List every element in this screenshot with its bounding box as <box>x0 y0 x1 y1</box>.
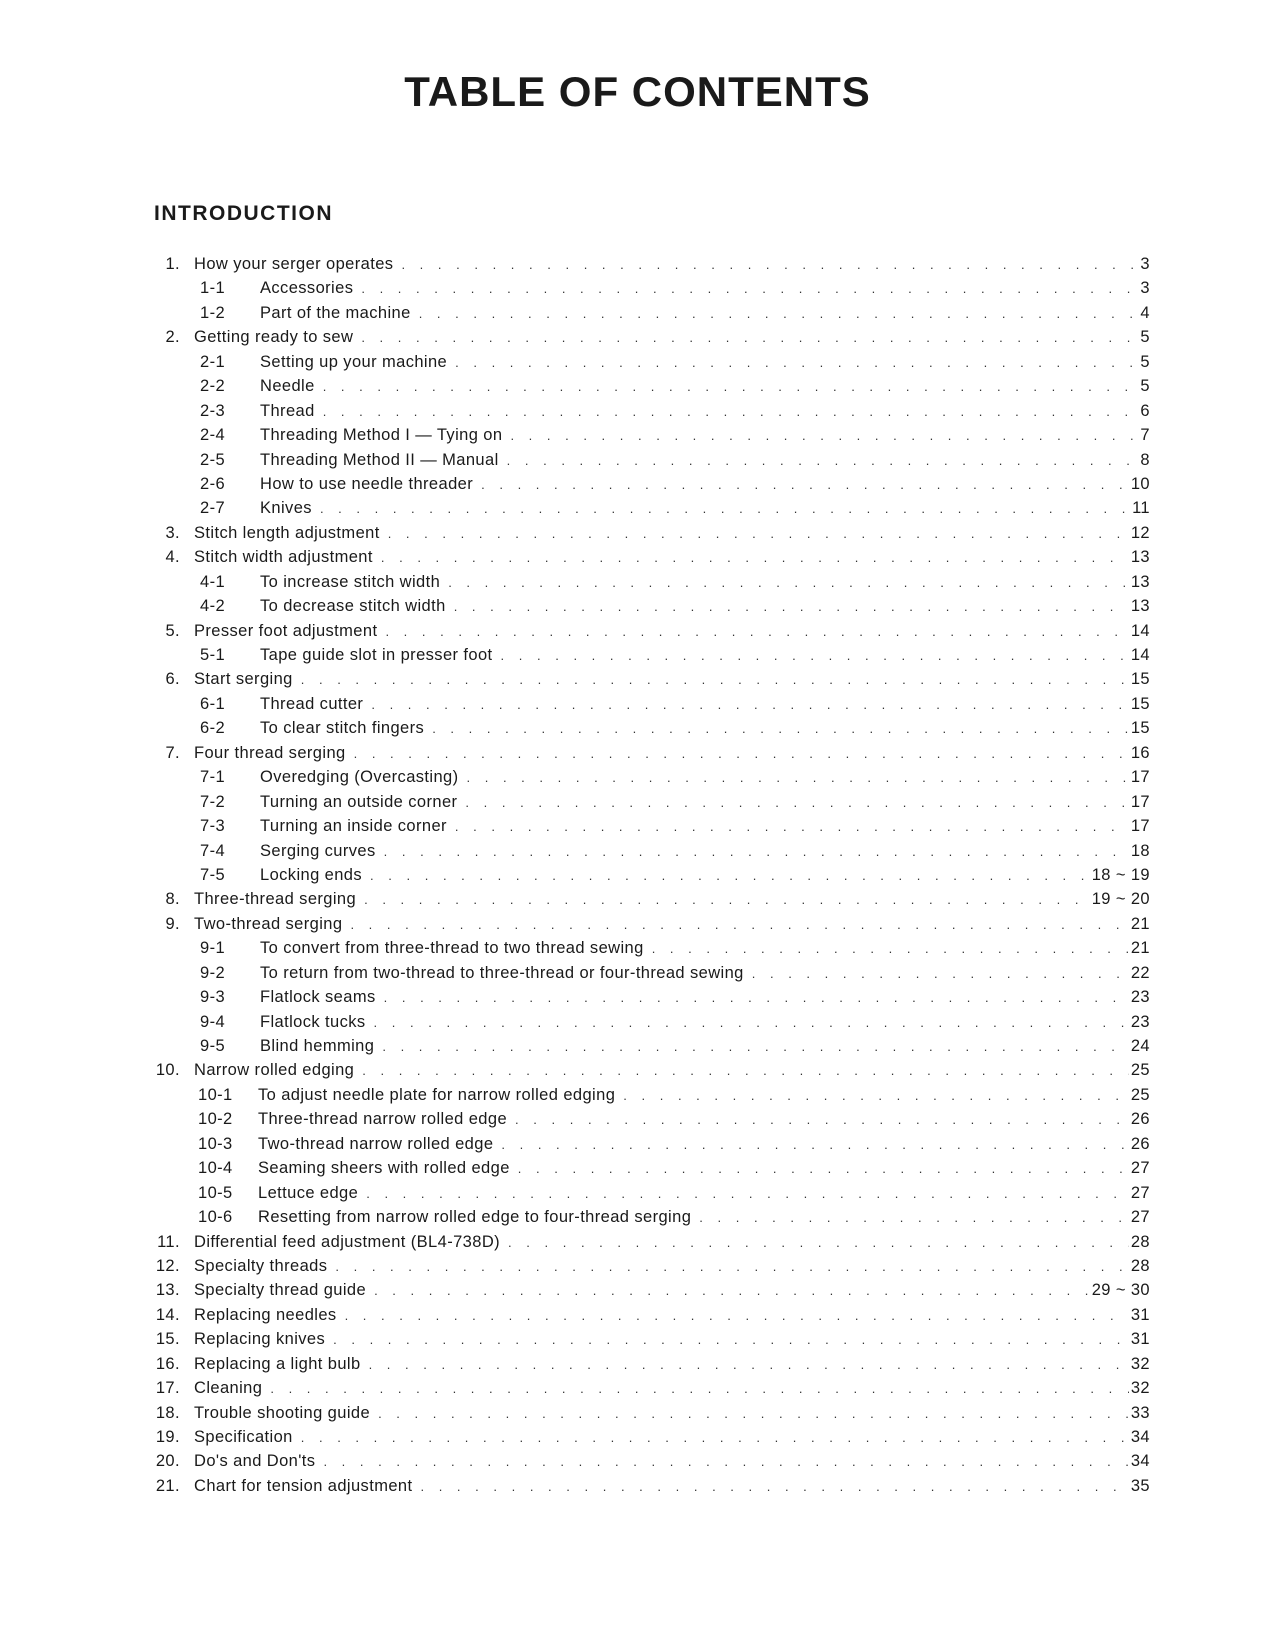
toc-entry-page: 31 <box>1130 1330 1150 1349</box>
toc-entry-page: 13 <box>1130 548 1150 567</box>
toc-entry-number: 9-2 <box>200 963 226 982</box>
dot-leader <box>481 473 1129 497</box>
toc-entry-title: To adjust needle plate for narrow rolled edging <box>258 1085 616 1104</box>
toc-entry-title: Threading Method II — Manual <box>260 450 499 469</box>
toc-entry-page: 6 <box>1140 401 1150 420</box>
toc-chapter-entry[interactable] <box>150 1449 1150 1473</box>
toc-entry-number: 11. <box>157 1232 180 1251</box>
toc-subsection-entry[interactable] <box>150 350 1150 374</box>
toc-entry-title: Blind hemming <box>260 1037 375 1055</box>
toc-entry-number: 9. <box>165 914 180 933</box>
toc-entry-number: 4. <box>165 548 180 567</box>
dot-leader <box>350 913 1128 937</box>
toc-entry-page: 27 <box>1130 1183 1150 1202</box>
dot-leader <box>385 620 1128 644</box>
toc-entry-page: 17 <box>1130 817 1150 836</box>
toc-subsection-entry[interactable] <box>150 570 1150 594</box>
dot-leader <box>378 1402 1129 1426</box>
toc-entry-page: 32 <box>1130 1354 1150 1373</box>
dot-leader <box>384 840 1129 864</box>
toc-entry-number: 9-3 <box>200 988 226 1007</box>
toc-entry-number: 7-5 <box>200 865 226 884</box>
toc-entry-page: 21 <box>1130 914 1150 933</box>
toc-entry-title: Tape guide slot in presser foot <box>260 646 493 664</box>
dot-leader <box>374 1011 1129 1035</box>
dot-leader <box>455 815 1129 839</box>
toc-chapter-entry[interactable] <box>150 252 1150 276</box>
toc-entry-page: 27 <box>1130 1159 1150 1178</box>
toc-entry-title: Narrow rolled edging <box>194 1061 355 1080</box>
toc-entry-title: Start serging <box>194 670 293 689</box>
toc-chapter-entry[interactable] <box>150 1401 1150 1425</box>
dot-leader <box>448 571 1129 595</box>
toc-entry-number: 10-6 <box>198 1208 233 1227</box>
dot-leader <box>369 1353 1129 1377</box>
toc-entry-title: Flatlock seams <box>260 988 376 1007</box>
toc-subsection-entry[interactable] <box>150 448 1150 472</box>
toc-subsection-entry[interactable] <box>150 1107 1150 1131</box>
toc-chapter-entry[interactable] <box>150 741 1150 765</box>
toc-entry-page: 17 <box>1130 792 1150 811</box>
toc-entry-title: Chart for tension adjustment <box>194 1476 413 1495</box>
toc-entry-page: 10 <box>1130 474 1150 493</box>
toc-entry-title: Specification <box>194 1428 293 1446</box>
toc-entry-title: Threading Method I — Tying on <box>260 426 503 445</box>
toc-entry-page: 12 <box>1130 523 1150 542</box>
toc-subsection-entry[interactable] <box>150 1083 1150 1107</box>
toc-entry-number: 9-4 <box>200 1012 226 1031</box>
toc-subsection-entry[interactable] <box>150 1010 1150 1034</box>
toc-entry-number: 14. <box>155 1305 180 1324</box>
toc-entry-page: 14 <box>1130 646 1150 664</box>
toc-entry-title: Accessories <box>260 279 354 298</box>
toc-entry-title: To return from two-thread to three-thread or four-thread sewing <box>260 963 744 982</box>
dot-leader <box>382 1035 1129 1059</box>
toc-entry-number: 8. <box>165 890 180 909</box>
dot-leader <box>354 742 1129 766</box>
toc-list <box>150 252 1150 1498</box>
dot-leader <box>320 497 1130 521</box>
toc-subsection-entry[interactable] <box>150 1156 1150 1180</box>
dot-leader <box>467 766 1129 790</box>
toc-entry-number: 20. <box>155 1452 180 1471</box>
toc-entry-number: 7. <box>165 743 180 762</box>
toc-entry-page: 16 <box>1130 743 1150 762</box>
toc-entry-number: 10-3 <box>198 1134 233 1153</box>
dot-leader <box>374 1279 1090 1303</box>
toc-entry-number: 1-2 <box>200 303 226 322</box>
toc-entry-page: 26 <box>1130 1110 1150 1129</box>
toc-subsection-entry[interactable] <box>150 863 1150 887</box>
dot-leader <box>465 791 1128 815</box>
toc-entry-page: 19 ~ 20 <box>1091 890 1150 909</box>
toc-entry-number: 5. <box>165 621 180 640</box>
toc-entry-number: 10-2 <box>198 1110 233 1129</box>
toc-subsection-entry[interactable] <box>150 374 1150 398</box>
toc-entry-page: 35 <box>1130 1476 1150 1495</box>
dot-leader <box>361 277 1138 301</box>
page-title: TABLE OF CONTENTS <box>404 68 871 115</box>
toc-subsection-entry[interactable] <box>150 594 1150 618</box>
dot-leader <box>362 1059 1129 1083</box>
toc-entry-page: 17 <box>1130 768 1150 787</box>
toc-entry-page: 15 <box>1130 670 1150 689</box>
toc-entry-page: 13 <box>1130 597 1150 616</box>
toc-entry-number: 15. <box>155 1330 180 1349</box>
toc-entry-number: 2-7 <box>200 499 226 518</box>
dot-leader <box>623 1084 1129 1108</box>
toc-entry-title: Locking ends <box>260 865 363 884</box>
toc-entry-title: Replacing a light bulb <box>194 1354 361 1373</box>
toc-entry-title: To decrease stitch width <box>260 597 446 616</box>
toc-entry-page: 8 <box>1140 450 1150 469</box>
toc-entry-number: 10. <box>155 1061 180 1080</box>
toc-entry-page: 29 ~ 30 <box>1091 1281 1150 1300</box>
toc-entry-page: 34 <box>1130 1452 1150 1471</box>
toc-entry-title: Three-thread narrow rolled edge <box>258 1110 508 1129</box>
dot-leader <box>381 546 1129 570</box>
toc-entry-number: 3. <box>165 523 180 542</box>
toc-entry-number: 7-3 <box>200 817 226 836</box>
toc-entry-title: Cleaning <box>194 1379 263 1398</box>
toc-entry-page: 11 <box>1132 499 1150 518</box>
toc-entry-page: 18 ~ 19 <box>1091 865 1150 884</box>
toc-subsection-entry[interactable] <box>150 496 1150 520</box>
toc-subsection-entry[interactable] <box>150 301 1150 325</box>
toc-entry-title: Replacing needles <box>194 1305 337 1324</box>
toc-subsection-entry[interactable] <box>150 276 1150 300</box>
toc-entry-number: 1-1 <box>200 279 226 298</box>
toc-entry-number: 17. <box>155 1379 180 1398</box>
toc-entry-title: How your serger operates <box>194 255 394 273</box>
toc-entry-page: 28 <box>1130 1232 1150 1251</box>
toc-subsection-entry[interactable] <box>150 765 1150 789</box>
toc-entry-page: 13 <box>1130 572 1150 591</box>
toc-entry-title: Setting up your machine <box>260 352 448 371</box>
toc-entry-page: 4 <box>1140 303 1150 322</box>
toc-chapter-entry[interactable] <box>150 887 1150 911</box>
toc-entry-number: 10-1 <box>198 1085 233 1104</box>
toc-entry-page: 5 <box>1140 328 1150 347</box>
toc-entry-title: Flatlock tucks <box>260 1012 366 1031</box>
toc-subsection-entry[interactable] <box>150 423 1150 447</box>
dot-leader <box>301 1426 1129 1450</box>
dot-leader <box>323 1450 1128 1474</box>
toc-subsection-entry[interactable] <box>150 692 1150 716</box>
toc-entry-page: 24 <box>1130 1037 1150 1055</box>
toc-entry-number: 2. <box>165 328 180 347</box>
toc-entry-number: 4-2 <box>200 597 226 616</box>
toc-entry-number: 16. <box>155 1354 180 1373</box>
toc-entry-title: Specialty threads <box>194 1256 328 1275</box>
dot-leader <box>371 693 1129 717</box>
toc-entry-page: 3 <box>1140 279 1150 298</box>
toc-subsection-entry[interactable] <box>150 936 1150 960</box>
toc-chapter-entry[interactable] <box>150 1230 1150 1254</box>
toc-entry-number: 2-2 <box>200 377 226 396</box>
toc-chapter-entry[interactable] <box>150 1352 1150 1376</box>
toc-entry-number: 2-6 <box>200 474 226 493</box>
toc-entry-number: 2-4 <box>200 426 226 445</box>
toc-subsection-entry[interactable] <box>150 472 1150 496</box>
toc-entry-page: 26 <box>1130 1134 1150 1153</box>
toc-entry-number: 2-3 <box>200 401 226 420</box>
toc-subsection-entry[interactable] <box>150 399 1150 423</box>
toc-entry-title: Overedging (Overcasting) <box>260 768 459 787</box>
dot-leader <box>345 1304 1129 1328</box>
toc-entry-page: 7 <box>1140 426 1150 445</box>
toc-subsection-entry[interactable] <box>150 961 1150 985</box>
toc-entry-title: Resetting from narrow rolled edge to four-thread serging <box>258 1208 692 1227</box>
toc-entry-number: 12. <box>155 1256 180 1275</box>
toc-entry-number: 2-5 <box>200 450 226 469</box>
dot-leader <box>508 1231 1129 1255</box>
dot-leader <box>270 1377 1129 1401</box>
toc-entry-title: Do's and Don'ts <box>194 1452 316 1471</box>
dot-leader <box>515 1108 1129 1132</box>
toc-chapter-entry[interactable] <box>150 1058 1150 1082</box>
toc-chapter-entry[interactable] <box>150 325 1150 349</box>
dot-leader <box>333 1328 1129 1352</box>
toc-entry-number: 6. <box>165 670 180 689</box>
toc-entry-title: Turning an outside corner <box>260 792 458 811</box>
dot-leader <box>501 644 1129 668</box>
dot-leader <box>388 522 1129 546</box>
dot-leader <box>699 1206 1129 1230</box>
toc-entry-page: 23 <box>1130 1012 1150 1031</box>
toc-entry-number: 9-5 <box>200 1037 226 1055</box>
toc-subsection-entry[interactable] <box>150 839 1150 863</box>
toc-entry-number: 1. <box>165 255 180 273</box>
dot-leader <box>301 668 1129 692</box>
toc-subsection-entry[interactable] <box>150 814 1150 838</box>
toc-entry-number: 6-1 <box>200 694 226 713</box>
dot-leader <box>364 888 1090 912</box>
toc-chapter-entry[interactable] <box>150 1254 1150 1278</box>
toc-entry-page: 3 <box>1140 255 1150 273</box>
toc-entry-number: 10-5 <box>198 1183 233 1202</box>
toc-entry-title: Stitch width adjustment <box>194 548 373 567</box>
toc-entry-page: 25 <box>1130 1061 1150 1080</box>
toc-entry-number: 5-1 <box>200 646 226 664</box>
toc-entry-number: 10-4 <box>198 1159 233 1178</box>
dot-leader <box>323 400 1139 424</box>
toc-entry-title: Getting ready to sew <box>194 328 354 347</box>
toc-entry-number: 6-2 <box>200 719 226 738</box>
toc-subsection-entry[interactable] <box>150 985 1150 1009</box>
toc-entry-page: 25 <box>1130 1085 1150 1104</box>
toc-entry-title: How to use needle threader <box>260 474 474 493</box>
toc-entry-title: Thread cutter <box>260 694 364 713</box>
toc-entry-number: 21. <box>155 1476 180 1495</box>
toc-subsection-entry[interactable] <box>150 1205 1150 1229</box>
toc-entry-title: To increase stitch width <box>260 572 441 591</box>
dot-leader <box>419 302 1139 326</box>
toc-entry-title: Trouble shooting guide <box>194 1403 371 1422</box>
dot-leader <box>366 1182 1129 1206</box>
toc-entry-page: 18 <box>1130 841 1150 860</box>
toc-chapter-entry[interactable] <box>150 1327 1150 1351</box>
toc-entry-page: 15 <box>1130 719 1150 738</box>
dot-leader <box>752 962 1129 986</box>
toc-entry-title: Two-thread serging <box>194 914 343 933</box>
toc-entry-title: Knives <box>260 499 312 518</box>
dot-leader <box>335 1255 1128 1279</box>
toc-subsection-entry[interactable] <box>150 1181 1150 1205</box>
toc-entry-number: 2-1 <box>200 352 226 371</box>
toc-chapter-entry[interactable] <box>150 1303 1150 1327</box>
toc-entry-title: Thread <box>260 401 315 420</box>
toc-entry-title: To clear stitch fingers <box>260 719 425 738</box>
toc-entry-title: Specialty thread guide <box>194 1281 367 1300</box>
toc-chapter-entry[interactable] <box>150 619 1150 643</box>
toc-entry-title: Serging curves <box>260 841 376 860</box>
toc-entry-title: Turning an inside corner <box>260 817 447 836</box>
toc-entry-page: 27 <box>1130 1208 1150 1227</box>
toc-entry-number: 7-4 <box>200 841 226 860</box>
section-heading: INTRODUCTION <box>154 202 333 225</box>
toc-chapter-entry[interactable] <box>150 1474 1150 1498</box>
toc-entry-page: 31 <box>1130 1305 1150 1324</box>
toc-subsection-entry[interactable] <box>150 1034 1150 1058</box>
toc-subsection-entry[interactable] <box>150 643 1150 667</box>
dot-leader <box>361 326 1138 350</box>
dot-leader <box>652 937 1129 961</box>
toc-entry-page: 28 <box>1130 1256 1150 1275</box>
toc-entry-title: Four thread serging <box>194 743 346 762</box>
toc-entry-title: Needle <box>260 377 315 396</box>
toc-entry-page: 21 <box>1130 939 1150 958</box>
toc-subsection-entry[interactable] <box>150 716 1150 740</box>
toc-chapter-entry[interactable] <box>150 521 1150 545</box>
toc-entry-number: 19. <box>155 1428 180 1446</box>
toc-entry-number: 18. <box>155 1403 180 1422</box>
toc-entry-number: 9-1 <box>200 939 226 958</box>
toc-entry-title: Replacing knives <box>194 1330 326 1349</box>
toc-entry-title: Differential feed adjustment (BL4-738D) <box>194 1232 501 1251</box>
toc-chapter-entry[interactable] <box>150 1425 1150 1449</box>
toc-entry-title: To convert from three-thread to two thread sewing <box>260 939 644 958</box>
toc-entry-title: Three-thread serging <box>194 890 357 909</box>
dot-leader <box>518 1157 1129 1181</box>
toc-entry-page: 22 <box>1130 963 1150 982</box>
dot-leader <box>420 1475 1128 1499</box>
toc-entry-page: 23 <box>1130 988 1150 1007</box>
toc-entry-number: 13. <box>155 1281 180 1300</box>
dot-leader <box>370 864 1090 888</box>
toc-entry-page: 15 <box>1130 694 1150 713</box>
dot-leader <box>454 595 1129 619</box>
dot-leader <box>401 253 1138 277</box>
toc-entry-title: Presser foot adjustment <box>194 621 378 640</box>
toc-entry-page: 14 <box>1130 621 1150 640</box>
dot-leader <box>432 717 1129 741</box>
toc-entry-page: 33 <box>1130 1403 1150 1422</box>
toc-entry-page: 5 <box>1140 352 1150 371</box>
dot-leader <box>455 351 1138 375</box>
toc-entry-page: 34 <box>1130 1428 1150 1446</box>
dot-leader <box>384 986 1129 1010</box>
toc-entry-title: Seaming sheers with rolled edge <box>258 1159 510 1178</box>
dot-leader <box>501 1133 1128 1157</box>
toc-entry-title: Part of the machine <box>260 303 411 322</box>
toc-entry-number: 4-1 <box>200 572 226 591</box>
dot-leader <box>323 375 1139 399</box>
dot-leader <box>507 449 1139 473</box>
toc-chapter-entry[interactable] <box>150 912 1150 936</box>
toc-entry-title: Lettuce edge <box>258 1183 359 1202</box>
toc-entry-page: 5 <box>1140 377 1150 396</box>
toc-entry-title: Stitch length adjustment <box>194 523 380 542</box>
toc-entry-number: 7-2 <box>200 792 226 811</box>
toc-entry-number: 7-1 <box>200 768 226 787</box>
toc-entry-title: Two-thread narrow rolled edge <box>258 1134 494 1153</box>
toc-chapter-entry[interactable] <box>150 667 1150 691</box>
toc-subsection-entry[interactable] <box>150 790 1150 814</box>
toc-chapter-entry[interactable] <box>150 545 1150 569</box>
dot-leader <box>510 424 1138 448</box>
toc-chapter-entry[interactable] <box>150 1376 1150 1400</box>
toc-entry-page: 32 <box>1130 1379 1150 1398</box>
toc-chapter-entry[interactable] <box>150 1278 1150 1302</box>
toc-subsection-entry[interactable] <box>150 1132 1150 1156</box>
